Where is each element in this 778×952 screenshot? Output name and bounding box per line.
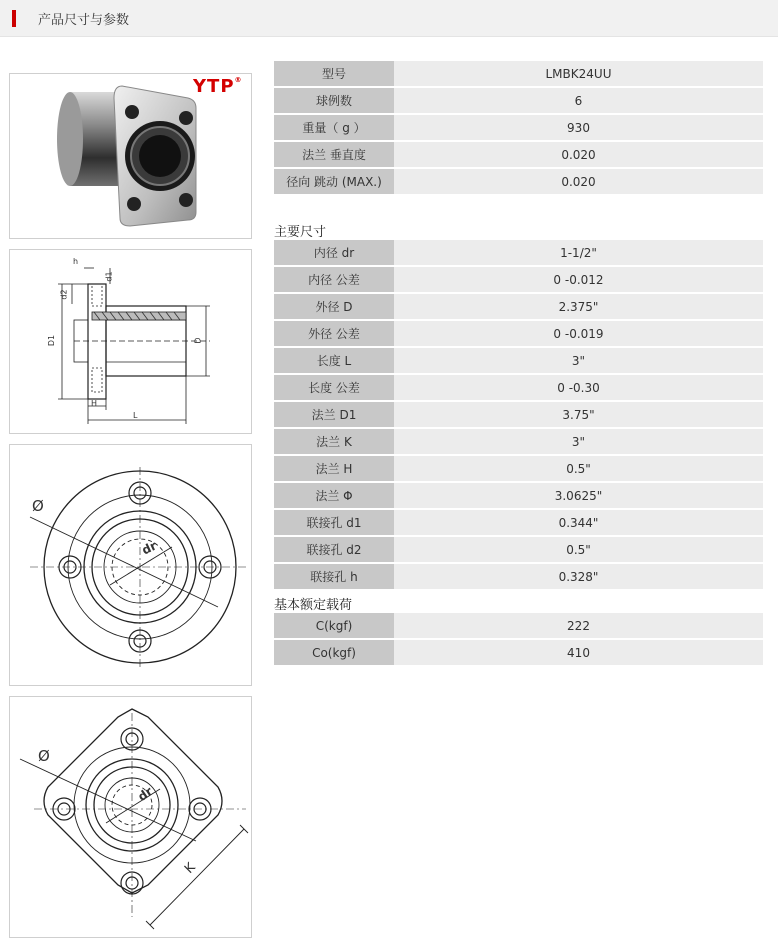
dim-value: 0.5" — [394, 537, 763, 562]
dim-label-phi: Ø — [32, 497, 44, 515]
side-section-drawing — [9, 249, 252, 434]
round-flange-drawing — [9, 444, 252, 686]
load-ratings-title: 基本额定载荷 — [274, 598, 353, 613]
section-header — [0, 0, 778, 37]
product-spec-rows — [274, 61, 763, 194]
dim-value: 1-1/2" — [394, 240, 763, 265]
dim-key: 联接孔 h — [274, 564, 394, 589]
dim-value: 0 -0.019 — [394, 321, 763, 346]
product-photo-illustration — [10, 74, 251, 238]
dim-label-K: K — [181, 860, 199, 877]
product-spec-table — [274, 59, 763, 196]
header-accent-bar — [12, 10, 16, 27]
table-row — [274, 429, 763, 454]
load-ratings-rows — [274, 613, 763, 665]
dim-value: 0.344" — [394, 510, 763, 535]
main-dims-title: 主要尺寸 — [274, 225, 327, 240]
param-key: 重量（ g ） — [274, 115, 394, 140]
dim-label-phi: Ø — [38, 747, 50, 765]
load-value: 222 — [394, 613, 763, 638]
main-dims-table — [274, 238, 763, 591]
param-key: 球例数 — [274, 88, 394, 113]
round-flange-diagram — [10, 445, 251, 685]
section-title: 产品尺寸与参数 — [38, 13, 130, 28]
dim-key: 法兰 Φ — [274, 483, 394, 508]
table-row — [274, 613, 763, 638]
load-key: Co(kgf) — [274, 640, 394, 665]
load-ratings-table — [274, 611, 763, 667]
table-row — [274, 169, 763, 194]
dim-label-h: h — [73, 257, 79, 266]
table-row — [274, 321, 763, 346]
param-value: 930 — [394, 115, 763, 140]
param-key: 型号 — [274, 61, 394, 86]
param-key: 径向 跳动 (MAX.) — [274, 169, 394, 194]
dim-key: 长度 L — [274, 348, 394, 373]
product-photo — [9, 73, 252, 239]
dim-key: 法兰 K — [274, 429, 394, 454]
dim-label-d2: d2 — [59, 289, 69, 300]
table-row — [274, 483, 763, 508]
dim-value: 0 -0.012 — [394, 267, 763, 292]
main-dims-rows — [274, 240, 763, 589]
dim-label-dr: dr — [139, 538, 159, 558]
dim-label-D1: D1 — [47, 334, 57, 347]
dim-label-d1: d1 — [104, 271, 114, 282]
table-row — [274, 537, 763, 562]
dim-value: 0 -0.30 — [394, 375, 763, 400]
table-row — [274, 294, 763, 319]
dim-key: 法兰 H — [274, 456, 394, 481]
dim-key: 联接孔 d1 — [274, 510, 394, 535]
table-row — [274, 640, 763, 665]
table-row — [274, 61, 763, 86]
dim-value: 3.75" — [394, 402, 763, 427]
dim-key: 法兰 D1 — [274, 402, 394, 427]
dim-label-dr: dr — [135, 784, 156, 804]
param-value: 0.020 — [394, 142, 763, 167]
table-row — [274, 348, 763, 373]
dim-label-L: L — [133, 411, 138, 420]
load-key: C(kgf) — [274, 613, 394, 638]
dim-value: 3" — [394, 429, 763, 454]
table-row — [274, 240, 763, 265]
param-value: 6 — [394, 88, 763, 113]
dim-key: 外径 公差 — [274, 321, 394, 346]
dim-value: 0.328" — [394, 564, 763, 589]
dim-key: 外径 D — [274, 294, 394, 319]
dim-key: 联接孔 d2 — [274, 537, 394, 562]
square-flange-drawing — [9, 696, 252, 938]
dim-value: 3.0625" — [394, 483, 763, 508]
dim-key: 内径 公差 — [274, 267, 394, 292]
table-row — [274, 456, 763, 481]
dim-label-D: D — [193, 337, 203, 344]
table-row — [274, 564, 763, 589]
dim-label-H: H — [91, 399, 98, 408]
square-flange-diagram — [10, 697, 251, 937]
dim-value: 2.375" — [394, 294, 763, 319]
table-row — [274, 88, 763, 113]
table-row — [274, 402, 763, 427]
brand-logo-text: YTP — [193, 76, 235, 97]
load-value: 410 — [394, 640, 763, 665]
dim-value: 3" — [394, 348, 763, 373]
brand-logo: YTP® — [193, 76, 243, 97]
table-row — [274, 510, 763, 535]
param-key: 法兰 垂直度 — [274, 142, 394, 167]
dim-key: 内径 dr — [274, 240, 394, 265]
table-row — [274, 375, 763, 400]
dim-value: 0.5" — [394, 456, 763, 481]
param-value: 0.020 — [394, 169, 763, 194]
table-row — [274, 267, 763, 292]
table-row — [274, 142, 763, 167]
param-value: LMBK24UU — [394, 61, 763, 86]
table-row — [274, 115, 763, 140]
dim-key: 长度 公差 — [274, 375, 394, 400]
